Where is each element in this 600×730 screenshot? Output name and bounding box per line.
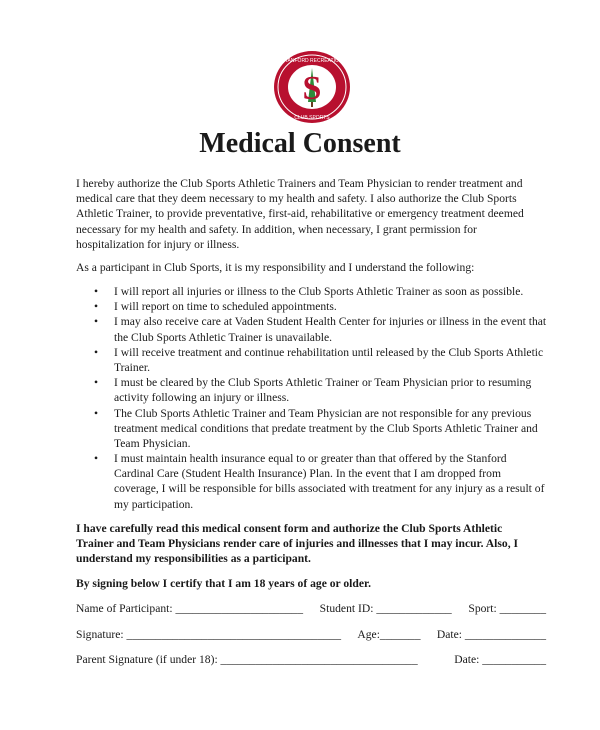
authorization-paragraph (76, 176, 551, 252)
text-line: Trainer and Team Physicians render care of injuries and illnesses that I may incur. Also, I (76, 537, 518, 551)
logo-bottom-text: CLUB SPORTS (294, 115, 330, 121)
age-field[interactable]: Age:_______ (357, 628, 421, 641)
list-item-line: I will receive treatment and continue rehabilitation until released by the Club Sports Athletic (114, 345, 544, 359)
age-certification: By signing below I certify that I am 18 years of age or older. (76, 577, 371, 590)
text-line: understand my responsibilities as a participant. (76, 552, 311, 566)
text-line: hospitalization for injury or illness. (76, 237, 240, 251)
bullet-icon: • (94, 406, 99, 420)
list-item-line: The Club Sports Athletic Trainer and Team Physician are not responsible for any previous (114, 406, 532, 420)
bullet-icon: • (94, 300, 99, 314)
list-item-line: activity following an injury or illness. (114, 391, 290, 405)
list-item (76, 345, 551, 375)
text-line: medical care that they deem necessary to my health and safety. I also authorize the Club Sports (76, 192, 517, 206)
parent-signature-field[interactable]: Parent Signature (if under 18): __________________________________ (76, 653, 418, 666)
text-line: I hereby authorize the Club Sports Athletic Trainers and Team Physician to render treatment and (76, 177, 523, 190)
text-line: I have carefully read this medical consent form and authorize the Club Sports Athletic (76, 522, 503, 535)
list-item (76, 451, 551, 512)
bullet-icon: • (94, 315, 99, 329)
list-item-line: Trainer. (114, 360, 150, 374)
list-item (76, 299, 551, 314)
list-item (76, 314, 551, 344)
stanford-club-sports-logo (273, 50, 351, 124)
list-item-line: Team Physician. (114, 436, 191, 450)
bullet-icon: • (94, 452, 99, 466)
bullet-icon: • (94, 376, 99, 390)
list-item (76, 375, 551, 405)
responsibility-intro: As a participant in Club Sports, it is my responsibility and I understand the following: (76, 261, 475, 274)
name-of-participant-field[interactable]: Name of Participant: ______________________ (76, 602, 304, 615)
list-item-line: Cardinal Care (Student Health Insurance) Plan. In the event that I am dropped from (114, 467, 501, 481)
signature-field[interactable]: Signature: _____________________________________ (76, 628, 342, 641)
date-field[interactable]: Date: ______________ (436, 628, 546, 641)
list-item-line: I will report all injuries or illness to the Club Sports Athletic Trainer as soon as possible. (114, 285, 524, 298)
list-item-line: coverage, I will be responsible for bills associated with treatment for any injury as a result of (114, 482, 545, 496)
list-item-line: I must be cleared by the Club Sports Athletic Trainer or Team Physician prior to resuming (114, 376, 532, 390)
list-item-line: I will report on time to scheduled appointments. (114, 300, 337, 314)
logo-letter: S (302, 70, 322, 107)
list-item-line: treatment medical conditions that predate treatment by the Club Sports Athletic Trainer and (114, 421, 538, 435)
text-line: Athletic Trainer, to provide preventative, first-aid, rehabilitative or emergency treatment deemed (76, 207, 524, 221)
acknowledgement-paragraph (76, 521, 551, 567)
text-line: necessary for my health and safety. In addition, when necessary, I grant permission for (76, 222, 477, 236)
list-item-line: I may also receive care at Vaden Student Health Center for injuries or illness in the event that (114, 315, 547, 329)
list-item (76, 406, 551, 452)
logo-top-text: STANFORD RECREATION (281, 58, 343, 64)
bullet-icon: • (94, 285, 99, 298)
form-row-signature (76, 628, 546, 641)
page-title: Medical Consent (199, 128, 401, 159)
sport-field[interactable]: Sport: ________ (468, 602, 546, 615)
list-item-line: my participation. (114, 497, 194, 511)
responsibility-list (76, 284, 551, 512)
form-row-parent (76, 653, 546, 666)
student-id-field[interactable]: Student ID: _____________ (319, 602, 452, 615)
form-row-participant (76, 602, 546, 615)
list-item-line: the Club Sports Athletic Trainer is unavailable. (114, 330, 333, 344)
parent-date-field[interactable]: Date: ___________ (454, 653, 546, 666)
bullet-icon: • (94, 345, 99, 359)
list-item (76, 284, 551, 299)
list-item-line: I must maintain health insurance equal to or greater than that offered by the Stanford (114, 452, 507, 466)
